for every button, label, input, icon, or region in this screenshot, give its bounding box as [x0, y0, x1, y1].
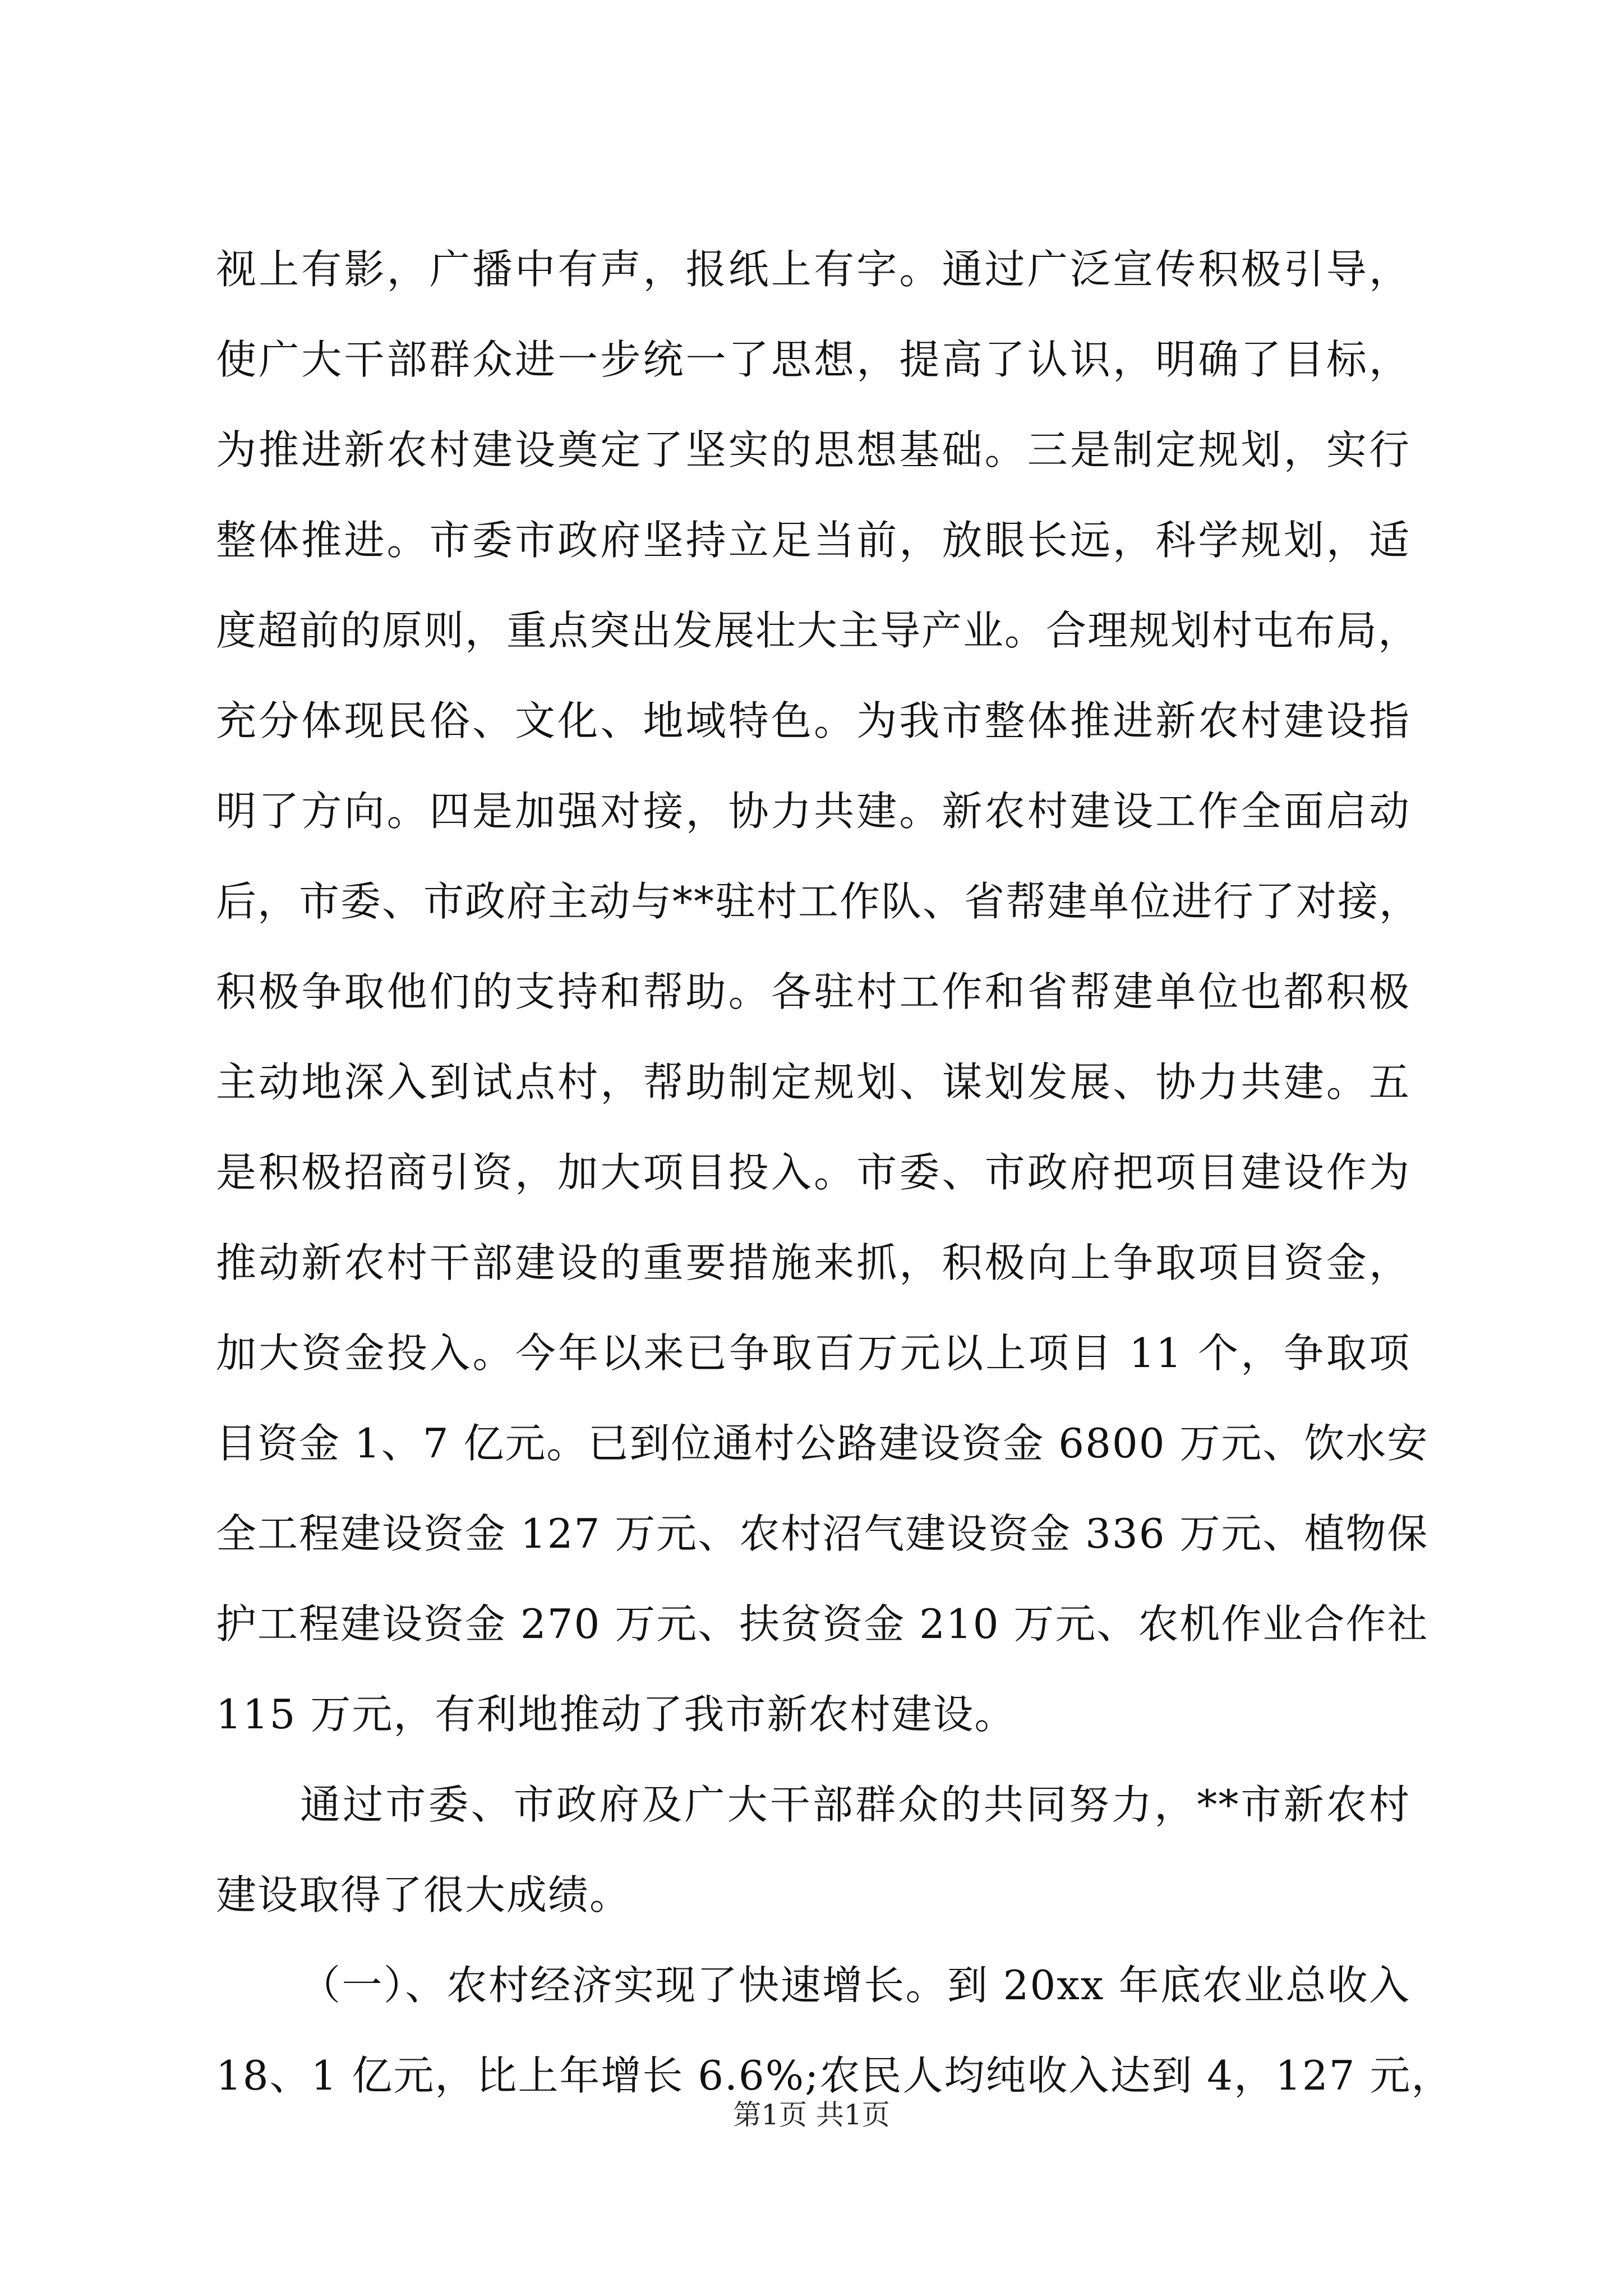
paragraph-1 [216, 224, 1429, 1760]
paragraph-line: 护工程建设资金 270 万元、扶贫资金 210 万元、农机作业合作社 [216, 1600, 1429, 1648]
paragraph-line: 充分体现民俗、文化、地域特色。为我市整体推进新农村建设指 [216, 697, 1410, 744]
paragraph-line: 后，市委、市政府主动与**驻村工作队、省帮建单位进行了对接， [216, 878, 1421, 925]
paragraph-line: 通过市委、市政府及广大干部群众的共同努力，**市新农村 [300, 1781, 1410, 1828]
paragraph-line: 推动新农村干部建设的重要措施来抓，积极向上争取项目资金， [216, 1239, 1410, 1286]
paragraph-line: 明了方向。四是加强对接，协力共建。新农村建设工作全面启动 [216, 788, 1410, 835]
paragraph-line: 视上有影，广播中有声，报纸上有字。通过广泛宣传积极引导， [216, 246, 1410, 293]
paragraph-line: 积极争取他们的支持和帮助。各驻村工作和省帮建单位也都积极 [216, 968, 1410, 1015]
paragraph-line: 度超前的原则，重点突出发展壮大主导产业。合理规划村屯布局， [216, 607, 1420, 654]
paragraph-2 [216, 1760, 1410, 1940]
paragraph-line: （一）、农村经济实现了快速增长。到 20xx 年底农业总收入 [300, 1962, 1410, 2009]
paragraph-line: 全工程建设资金 127 万元、农村沼气建设资金 336 万元、植物保 [216, 1510, 1429, 1557]
paragraph-line: 加大资金投入。今年以来已争取百万元以上项目 11 个，争取项 [216, 1329, 1410, 1377]
paragraph-line: 建设取得了很大成绩。 [216, 1871, 631, 1918]
paragraph-line: 是积极招商引资，加大项目投入。市委、市政府把项目建设作为 [216, 1149, 1410, 1196]
paragraph-line: 为推进新农村建设奠定了坚实的思想基础。三是制定规划，实行 [216, 426, 1410, 473]
paragraph-line: 整体推进。市委市政府坚持立足当前，放眼长远，科学规划，适 [216, 517, 1410, 564]
paragraph-line: 115 万元，有利地推动了我市新农村建设。 [216, 1691, 1016, 1738]
paragraph-line: 主动地深入到试点村，帮助制定规划、谋划发展、协力共建。五 [216, 1059, 1410, 1106]
page-number-footer: 第1页 共1页 [733, 2099, 890, 2131]
paragraph-line: 目资金 1、7 亿元。已到位通村公路建设资金 6800 万元、饮水安 [216, 1420, 1429, 1467]
paragraph-line: 使广大干部群众进一步统一了思想，提高了认识，明确了目标， [216, 336, 1410, 383]
document-body [216, 224, 1453, 2121]
paragraph-line: 18、1 亿元，比上年增长 6.6%;农民人均纯收入达到 4，127 元， [216, 2052, 1453, 2099]
paragraph-3 [216, 1940, 1453, 2121]
